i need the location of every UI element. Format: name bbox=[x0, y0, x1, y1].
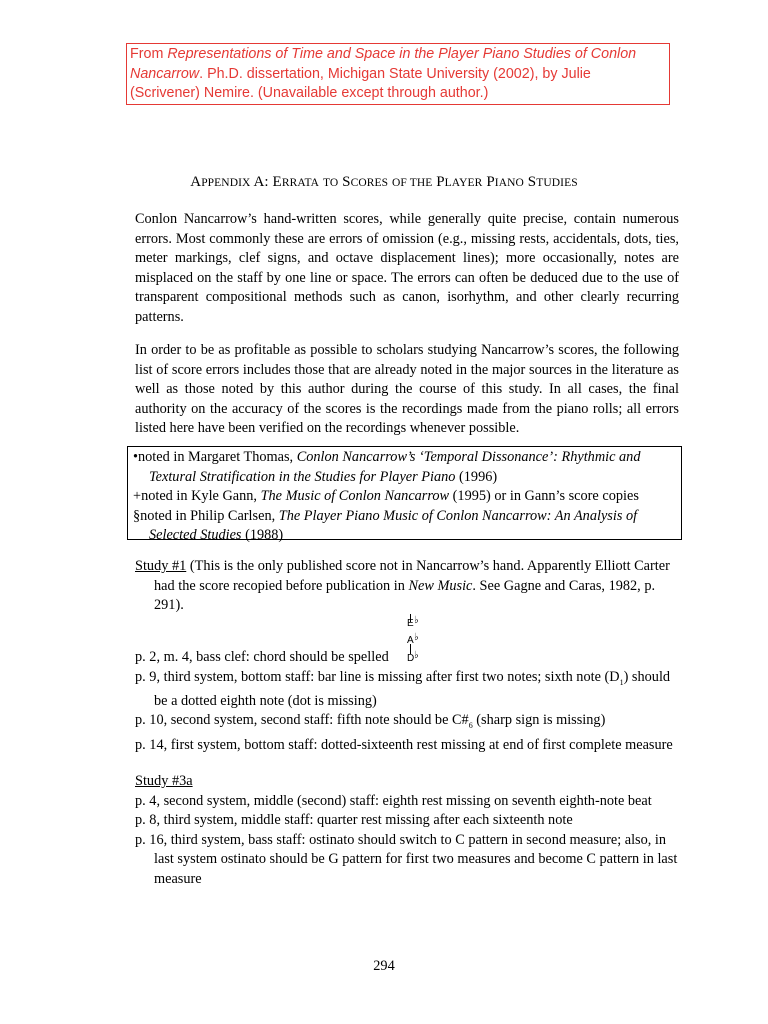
source-citation-box bbox=[126, 43, 670, 105]
study-3a-section bbox=[135, 772, 685, 889]
key-thomas: •noted in Margaret Thomas, Conlon Nancarrow’s ‘Temporal Dissonance’: Rhythmic and bbox=[133, 449, 641, 465]
flat-sign: ♭ bbox=[414, 615, 419, 626]
list-item: p. 9, third system, bottom staff: bar line is missing after first two notes; sixth note $(D_1)$ should be a dotted eighth note (dot is missing) bbox=[135, 668, 671, 709]
list-item: p. 16, third system, bass staff: ostinato should switch to C pattern in second measure; also, in last system ostinato should be G pattern for first two measures and become C pattern in last measure bbox=[135, 831, 678, 887]
study-1-heading: Study #1 bbox=[135, 558, 187, 574]
study-1-entries bbox=[135, 648, 685, 755]
appendix-title: APPENDIX A: ERRATA TO SCORES OF THE PLAYER PIANO STUDIES bbox=[190, 174, 578, 190]
source-key-box: •noted in Margaret Thomas, Conlon Nancarrow’s ‘Temporal Dissonance’: Rhythmic and Textural Stratification in the Studies for Player Piano (1996) +noted in Kyle Gann, The Music of Conlon Nancarrow (1995) or in Gann’s score copies §noted in Philip Carlsen, The Player Piano Music of Conlon Nancarrow: An Analysis of Selected Studies (1988) bbox=[127, 446, 682, 540]
study-3a-heading: Study #3a bbox=[135, 773, 193, 789]
source-prefix: From bbox=[130, 46, 168, 62]
key-carlsen: §noted in Philip Carlsen, The Player Piano Music of Conlon Nancarrow: An Analysis of bbox=[133, 507, 638, 524]
list-item: p. 8, third system, middle staff: quarter rest missing after each sixteenth note bbox=[135, 812, 573, 828]
list-item: p. 2, m. 4, bass clef: chord should be spelled bbox=[135, 649, 389, 665]
study-1-intro: Study #1 (This is the only published score not in Nancarrow’s hand. Apparently Elliott Carter had the score recopied before publication in New Music. See Gagne and Caras, 1982, p. 291). bbox=[135, 558, 670, 613]
list-item: p. 10, second system, second staff: fifth note should be $C\#_6$ (sharp sign is missing) bbox=[135, 712, 606, 731]
flat-sign: ♭ bbox=[414, 632, 419, 643]
study-1-section bbox=[135, 557, 685, 616]
page-number: 294 bbox=[373, 958, 395, 974]
list-item: p. 14, first system, bottom staff: dotted-sixteenth rest missing at end of first complete measure bbox=[135, 736, 673, 753]
dissertation-title: Representations of Time and Space in the Player Piano Studies of Conlon Nancarrow bbox=[130, 46, 637, 82]
source-details: . Ph.D. dissertation, Michigan State University (2002), by Julie (Scrivener) Nemire. (Unavailable except through author.) bbox=[130, 65, 591, 101]
key-gann: +noted in Kyle Gann, The Music of Conlon Nancarrow (1995) or in Gann’s score copies bbox=[133, 488, 639, 504]
scope-paragraph: In order to be as profitable as possible to scholars studying Nancarrow’s scores, the following list of score errors includes those that are already noted in the major sources in the literature as well as those noted by this author during the course of this study. In all cases, the final authority on the accuracy of the scores is the recordings made from the piano rolls; all errors listed here have been verified on the recordings whenever possible. bbox=[135, 342, 679, 436]
intro-paragraph: Conlon Nancarrow’s hand-written scores, while generally quite precise, contain numerous errors. Most commonly these are errors of omission (e.g., missing rests, accidentals, dots, ties, meter markings, clef signs, and octave displacement lines); more occasionally, notes are misplaced on the staff by one line or space. The errors can often be deduced due to the use of transparent compositional methods such as canon, isorhythm, and other clearly recurring patterns. bbox=[135, 211, 679, 325]
flat-sign: ♭ bbox=[414, 650, 419, 661]
list-item: p. 4, second system, middle (second) staff: eighth rest missing on seventh eighth-note beat bbox=[135, 792, 652, 809]
chord-spelling-figure: E ♭ A ♭ D ♭ bbox=[407, 615, 419, 664]
